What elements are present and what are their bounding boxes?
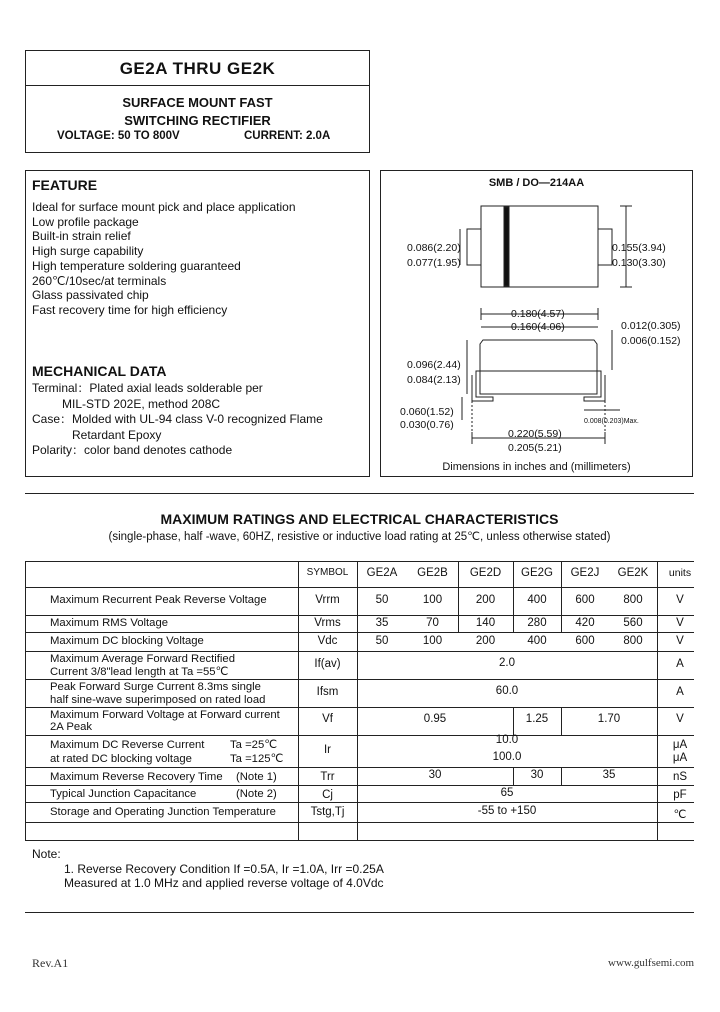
value-cell: 30 — [428, 769, 442, 781]
unit-cell: V — [676, 594, 684, 606]
param-ifsm-2: half sine-wave superimposed on rated load — [50, 694, 266, 706]
page-title: GE2A THRU GE2K — [119, 59, 276, 78]
value-cell: 60.0 — [495, 685, 519, 697]
symbol-vdc: Vdc — [317, 635, 338, 647]
table-rule — [25, 785, 694, 786]
param-cj-note: (Note 2) — [236, 788, 277, 800]
param-vdc: Maximum DC blocking Voltage — [50, 635, 204, 647]
mech-line: Terminal：Plated axial leads solderable per — [32, 381, 263, 395]
param-ifav-1: Maximum Average Forward Rectified — [50, 653, 236, 665]
top-view-body — [481, 206, 598, 287]
dim-height-min: 0.077(1.95) — [407, 257, 461, 269]
feature-item: Fast recovery time for high efficiency — [32, 302, 228, 317]
table-rule — [25, 561, 694, 562]
param-ir-1b: Ta =25℃ — [230, 739, 277, 751]
unit-cell: V — [676, 635, 684, 647]
value-cell: 200 — [475, 594, 496, 606]
param-vf-2: 2A Peak — [50, 721, 93, 733]
table-rule — [25, 707, 694, 708]
value-cell: 35 — [375, 617, 389, 629]
value-cell: 400 — [527, 594, 547, 606]
value-cell: 1.70 — [597, 713, 621, 725]
dim-body-max: 0.096(2.44) — [407, 359, 461, 371]
value-cell: 2.0 — [499, 657, 515, 669]
value-cell: 100.0 — [492, 751, 522, 763]
symbol-tstg: Tstg,Tj — [310, 806, 345, 818]
dim-pad-max: 0.060(1.52) — [400, 406, 454, 418]
symbol-trr: Trr — [320, 771, 335, 783]
unit-cell: A — [676, 658, 684, 670]
unit-cell: pF — [673, 789, 687, 801]
value-cell: 35 — [602, 769, 616, 781]
col-header-units: units — [668, 567, 692, 579]
col-header-ge2d: GE2D — [469, 567, 502, 579]
unit-cell: μA — [672, 752, 688, 764]
col-header-ge2k: GE2K — [617, 567, 649, 579]
value-cell: 1.25 — [525, 713, 549, 725]
symbol-ifsm: Ifsm — [316, 686, 339, 698]
table-rule — [25, 822, 694, 823]
notes-heading: Note: — [32, 847, 61, 861]
dim-height-max: 0.086(2.20) — [407, 242, 461, 254]
dim-pad-min: 0.030(0.76) — [400, 419, 454, 431]
param-ir-1: Maximum DC Reverse Current — [50, 739, 205, 751]
param-cj: Typical Junction Capacitance — [50, 788, 197, 800]
mech-line: Retardant Epoxy — [72, 427, 162, 442]
symbol-vf: Vf — [322, 713, 333, 725]
param-ifsm-1: Peak Forward Surge Current 8.3ms single — [50, 681, 261, 693]
value-cell: 200 — [475, 635, 496, 647]
col-header-symbol: SYMBOL — [306, 567, 349, 578]
value-cell: 280 — [527, 617, 547, 629]
symbol-ir: Ir — [323, 744, 332, 756]
value-cell: 800 — [623, 594, 643, 606]
dim-length-max: 0.180(4.57) — [511, 308, 565, 320]
value-cell: 10.0 — [495, 734, 519, 746]
col-header-ge2j: GE2J — [570, 567, 600, 579]
table-rule — [25, 767, 694, 768]
revision: Rev.A1 — [32, 956, 69, 970]
table-rule — [25, 651, 694, 652]
value-cell: 420 — [575, 617, 595, 629]
feature-item: Ideal for surface mount pick and place application — [32, 200, 296, 214]
left-lead — [467, 229, 481, 265]
symbol-vrrm: Vrrm — [315, 594, 340, 606]
feature-item: 260℃/10sec/at terminals — [32, 273, 167, 288]
param-trr: Maximum Reverse Recovery Time — [50, 771, 223, 783]
unit-cell: μA — [672, 739, 688, 751]
feature-heading: FEATURE — [32, 177, 98, 193]
dim-overall-max: 0.220(5.59) — [508, 428, 562, 440]
table-rule — [25, 587, 694, 588]
ratings-subheading: (single-phase, half -wave, 60HZ, resistive or inductive load rating at 25℃, unless otherwise stated) — [108, 531, 611, 543]
voltage-rating: VOLTAGE: 50 TO 800V — [57, 130, 180, 142]
section-rule-top — [25, 493, 694, 494]
mechanical-heading: MECHANICAL DATA — [32, 363, 167, 379]
value-cell: 600 — [575, 635, 595, 647]
dim-width-min: 0.130(3.30) — [612, 257, 666, 269]
value-cell: 140 — [475, 617, 496, 629]
dim-lead-min: 0.006(0.152) — [621, 335, 681, 347]
symbol-ifav: If(av) — [314, 658, 341, 670]
unit-cell: A — [676, 686, 684, 698]
feature-item: High surge capability — [32, 244, 144, 259]
note-2: Measured at 1.0 MHz and applied reverse voltage of 4.0Vdc — [64, 876, 384, 890]
mech-line: Polarity：color band denotes cathode — [32, 443, 233, 457]
value-cell: 30 — [530, 769, 544, 781]
dim-length-min: 0.160(4.06) — [511, 321, 565, 333]
feature-list — [32, 200, 367, 318]
value-cell: 0.95 — [423, 713, 447, 725]
feature-item: Built-in strain relief — [32, 229, 131, 244]
col-rule — [25, 561, 26, 840]
mech-line: MIL-STD 202E, method 208C — [62, 396, 221, 411]
feature-item: Glass passivated chip — [32, 288, 149, 303]
dimensions-caption: Dimensions in inches and (millimeters) — [442, 461, 631, 473]
col-header-ge2a: GE2A — [366, 567, 398, 579]
dim-body-min: 0.084(2.13) — [407, 374, 461, 386]
param-ifav-2: Current 3/8"lead length at Ta =55℃ — [50, 666, 229, 678]
value-cell: 65 — [500, 787, 514, 799]
current-rating: CURRENT: 2.0A — [244, 130, 331, 142]
value-cell: 800 — [623, 635, 643, 647]
mech-line: Case：Molded with UL-94 class V-0 recognized Flame — [32, 412, 323, 426]
value-cell: 100 — [422, 594, 443, 606]
feature-item: Low profile package — [32, 214, 139, 229]
dim-standoff: 0.008(0.203)Max. — [584, 418, 639, 425]
mechanical-list — [32, 381, 367, 459]
feature-item: High temperature soldering guaranteed — [32, 258, 241, 273]
subtitle-line1: SURFACE MOUNT FAST — [122, 95, 273, 110]
ratings-heading: MAXIMUM RATINGS AND ELECTRICAL CHARACTERISTICS — [160, 511, 559, 527]
param-ir-2: at rated DC blocking voltage — [50, 753, 192, 765]
dim-overall-min: 0.205(5.21) — [508, 442, 562, 454]
col-header-ge2b: GE2B — [417, 567, 448, 579]
title-divider — [25, 85, 370, 86]
unit-cell: nS — [672, 771, 688, 783]
value-cell: 100 — [422, 635, 443, 647]
param-vf-1: Maximum Forward Voltage at Forward current — [50, 709, 280, 721]
note-1: 1. Reverse Recovery Condition If =0.5A, Ir =1.0A, Irr =0.25A — [64, 862, 384, 876]
right-lead — [598, 229, 612, 265]
symbol-cj: Cj — [322, 789, 333, 801]
value-cell: 70 — [426, 617, 439, 629]
package-name: SMB / DO—214AA — [488, 177, 585, 189]
table-rule — [25, 632, 694, 633]
value-cell: -55 to +150 — [477, 805, 537, 817]
footer-rule — [25, 912, 694, 913]
param-trr-note: (Note 1) — [236, 771, 277, 783]
unit-cell: ℃ — [673, 809, 687, 821]
col-header-ge2g: GE2G — [521, 567, 553, 579]
website-link[interactable]: www.gulfsemi.com — [608, 957, 695, 969]
side-view-body — [480, 340, 597, 394]
table-rule — [25, 615, 694, 616]
cathode-band — [504, 207, 509, 286]
table-rule — [25, 679, 694, 680]
dim-width-max: 0.155(3.94) — [612, 242, 666, 254]
side-right-lead — [584, 371, 605, 401]
param-vrms: Maximum RMS Voltage — [50, 617, 169, 629]
param-tstg: Storage and Operating Junction Temperature — [50, 806, 276, 818]
side-left-lead — [472, 371, 493, 401]
table-rule — [25, 840, 694, 841]
unit-cell: V — [676, 617, 684, 629]
value-cell: 50 — [375, 635, 389, 647]
subtitle-line2: SWITCHING RECTIFIER — [124, 113, 271, 128]
dim-lead-max: 0.012(0.305) — [621, 320, 681, 332]
symbol-vrms: Vrms — [314, 617, 341, 629]
unit-cell: V — [676, 713, 684, 725]
param-vrrm: Maximum Recurrent Peak Reverse Voltage — [50, 594, 267, 606]
param-ir-2b: Ta =125℃ — [230, 753, 284, 765]
value-cell: 400 — [527, 635, 547, 647]
table-rule — [25, 802, 694, 803]
value-cell: 50 — [375, 594, 389, 606]
value-cell: 560 — [623, 617, 643, 629]
value-cell: 600 — [575, 594, 595, 606]
